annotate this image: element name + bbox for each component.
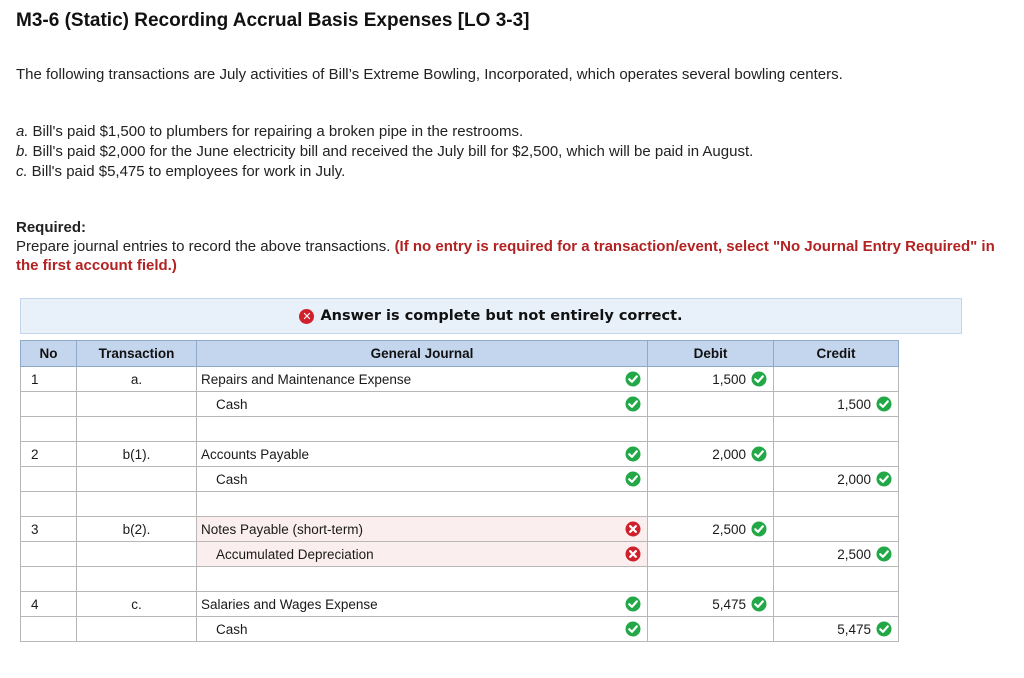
entry-number: 3	[21, 517, 77, 542]
entry-number: 4	[21, 592, 77, 617]
transaction-select[interactable]	[77, 542, 197, 567]
feedback-message: Answer is complete but not entirely correct.	[320, 308, 683, 324]
page-title: M3-6 (Static) Recording Accrual Basis Expenses [LO 3-3]	[16, 10, 530, 31]
x-circle-icon	[625, 521, 641, 537]
table-row	[21, 617, 899, 642]
transaction-select[interactable]	[77, 467, 197, 492]
entry-number	[21, 467, 77, 492]
table-header-row	[21, 341, 899, 367]
check-circle-icon	[625, 446, 641, 462]
empty-cell	[21, 417, 77, 442]
required-note: (If no entry is required for a transaction/event, select "No Journal Entry Required" in the first account field.)	[16, 238, 995, 274]
x-circle-icon	[625, 546, 641, 562]
required-heading: Required:	[16, 219, 87, 236]
check-circle-icon	[876, 621, 892, 637]
journal-table	[20, 340, 899, 642]
transaction-select[interactable]	[77, 617, 197, 642]
transaction-item-a	[16, 122, 753, 142]
check-circle-icon	[625, 396, 641, 412]
account-select[interactable]: Cash	[197, 467, 648, 492]
table-row	[21, 367, 899, 392]
debit-input[interactable]	[648, 392, 774, 417]
account-select[interactable]: Salaries and Wages Expense	[197, 592, 648, 617]
entry-number	[21, 617, 77, 642]
check-circle-icon	[751, 446, 767, 462]
empty-cell	[21, 567, 77, 592]
transaction-label: c.	[16, 163, 28, 180]
header-no: No	[21, 341, 77, 367]
debit-input[interactable]	[648, 542, 774, 567]
account-select[interactable]: Cash	[197, 392, 648, 417]
account-select[interactable]: Accumulated Depreciation	[197, 542, 648, 567]
check-circle-icon	[625, 471, 641, 487]
required-text: Prepare journal entries to record the above transactions.	[16, 238, 391, 255]
table-row	[21, 467, 899, 492]
debit-input[interactable]: 2,500	[648, 517, 774, 542]
entry-number: 1	[21, 367, 77, 392]
empty-cell	[648, 417, 774, 442]
header-credit: Credit	[774, 341, 899, 367]
debit-input[interactable]: 2,000	[648, 442, 774, 467]
empty-cell	[197, 417, 648, 442]
check-circle-icon	[876, 546, 892, 562]
transaction-select[interactable]	[77, 392, 197, 417]
empty-cell	[77, 567, 197, 592]
feedback-banner	[20, 298, 962, 334]
required-section	[16, 218, 1006, 275]
empty-cell	[21, 492, 77, 517]
credit-input[interactable]	[774, 367, 899, 392]
credit-input[interactable]	[774, 517, 899, 542]
check-circle-icon	[625, 371, 641, 387]
transaction-text: Bill's paid $5,475 to employees for work in July.	[31, 163, 346, 180]
header-transaction: Transaction	[77, 341, 197, 367]
transaction-text: Bill's paid $2,000 for the June electricity bill and received the July bill for $2,500, which will be paid in August.	[32, 143, 754, 160]
credit-input[interactable]: 2,000	[774, 467, 899, 492]
check-circle-icon	[751, 521, 767, 537]
empty-cell	[648, 567, 774, 592]
table-row	[21, 392, 899, 417]
spacer-row	[21, 567, 899, 592]
empty-cell	[77, 417, 197, 442]
transaction-label: a.	[16, 123, 29, 140]
check-circle-icon	[876, 396, 892, 412]
debit-input[interactable]	[648, 617, 774, 642]
transaction-label: b.	[16, 143, 29, 160]
transaction-item-c	[16, 162, 753, 182]
entry-number: 2	[21, 442, 77, 467]
debit-input[interactable]: 5,475	[648, 592, 774, 617]
empty-cell	[77, 492, 197, 517]
empty-cell	[774, 417, 899, 442]
transaction-select[interactable]: c.	[77, 592, 197, 617]
check-circle-icon	[876, 471, 892, 487]
credit-input[interactable]	[774, 592, 899, 617]
table-row	[21, 517, 899, 542]
transaction-select[interactable]: b(1).	[77, 442, 197, 467]
header-general-journal: General Journal	[197, 341, 648, 367]
intro-text: The following transactions are July activities of Bill’s Extreme Bowling, Incorporated, which operates several bowling centers.	[16, 66, 843, 83]
transaction-select[interactable]: a.	[77, 367, 197, 392]
debit-input[interactable]	[648, 467, 774, 492]
transaction-item-b	[16, 142, 753, 162]
debit-input[interactable]: 1,500	[648, 367, 774, 392]
journal-table-body	[21, 367, 899, 642]
spacer-row	[21, 492, 899, 517]
credit-input[interactable]	[774, 442, 899, 467]
account-select[interactable]: Notes Payable (short-term)	[197, 517, 648, 542]
table-row	[21, 442, 899, 467]
check-circle-icon	[625, 596, 641, 612]
transaction-list	[16, 122, 753, 182]
account-select[interactable]: Accounts Payable	[197, 442, 648, 467]
credit-input[interactable]: 5,475	[774, 617, 899, 642]
empty-cell	[197, 567, 648, 592]
credit-input[interactable]: 2,500	[774, 542, 899, 567]
empty-cell	[774, 492, 899, 517]
x-circle-icon: ✕	[299, 309, 314, 324]
check-circle-icon	[625, 621, 641, 637]
table-row	[21, 542, 899, 567]
account-select[interactable]: Cash	[197, 617, 648, 642]
entry-number	[21, 392, 77, 417]
credit-input[interactable]: 1,500	[774, 392, 899, 417]
empty-cell	[197, 492, 648, 517]
table-row	[21, 592, 899, 617]
check-circle-icon	[751, 596, 767, 612]
entry-number	[21, 542, 77, 567]
empty-cell	[648, 492, 774, 517]
spacer-row	[21, 417, 899, 442]
header-debit: Debit	[648, 341, 774, 367]
transaction-text: Bill's paid $1,500 to plumbers for repairing a broken pipe in the restrooms.	[32, 123, 524, 140]
transaction-select[interactable]: b(2).	[77, 517, 197, 542]
account-select[interactable]: Repairs and Maintenance Expense	[197, 367, 648, 392]
empty-cell	[774, 567, 899, 592]
check-circle-icon	[751, 371, 767, 387]
